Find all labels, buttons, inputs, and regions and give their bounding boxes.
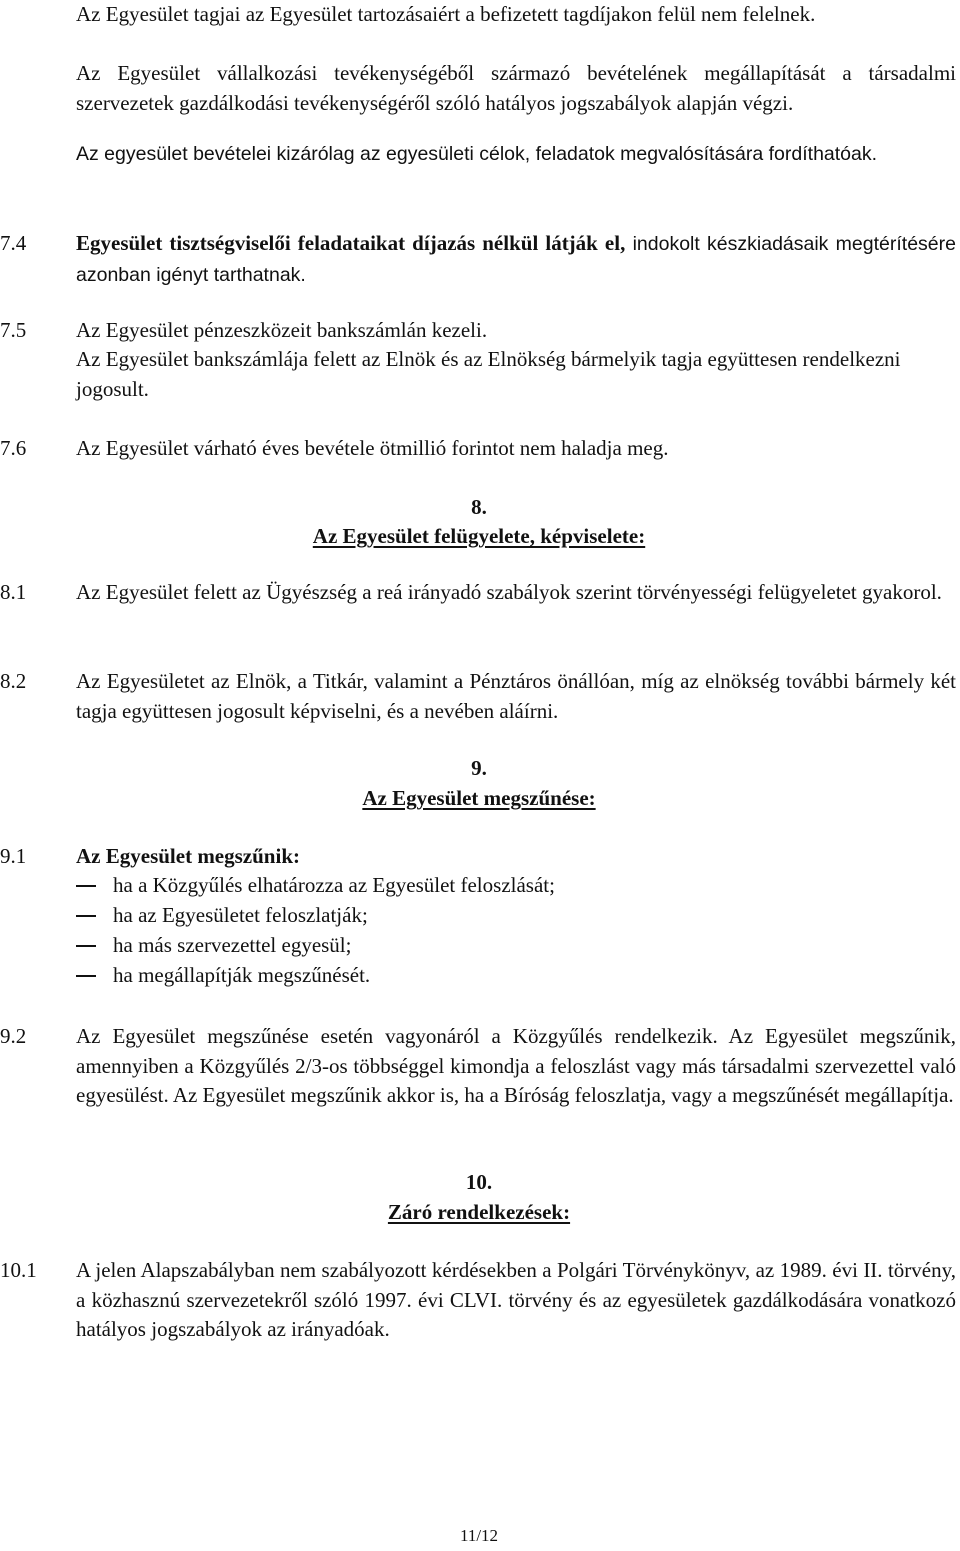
page-number: 11/12 [459, 1526, 499, 1545]
section-number: 7.4 [0, 231, 27, 255]
section-line-1: Az Egyesület pénzeszközeit bankszámlán kezeli. [76, 318, 488, 342]
section-text: Az Egyesület várható éves bevétele ötmillió forintot nem haladja meg. [76, 436, 669, 460]
section-number: 9.1 [0, 844, 27, 868]
heading-10-title: Záró rendelkezések: [387, 1200, 571, 1224]
section-number: 9.2 [0, 1024, 27, 1048]
section-number: 8.2 [0, 669, 27, 693]
dash-bullet-icon [76, 975, 96, 977]
section-text: Az Egyesületet az Elnök, a Titkár, valamint a Pénztáros önállóan, míg az elnökség további bármely két tagja együttesen jogosult képviselni, és a nevében aláírni. [76, 669, 956, 723]
heading-9-number: 9. [471, 756, 487, 780]
section-text: A jelen Alapszabályban nem szabályozott kérdésekben a Polgári Törvénykönyv, az 1989. évi II. törvény, a közhasznú szervezetekről szóló 1997. évi CLVI. törvény és az egyesületek gazdálkodására vonatkozó hatályos jogszabályok az irányadóak. [76, 1258, 956, 1341]
section-number: 7.5 [0, 318, 27, 342]
dash-bullet-icon [76, 885, 96, 887]
intro-paragraph-3: Az egyesület bevételei kizárólag az egyesületi célok, feladatok megvalósítására fordíthatóak. [76, 143, 878, 165]
section-text: Az Egyesület megszűnése esetén vagyonáról a Közgyűlés rendelkezik. Az Egyesület megszűnik, amennyiben a Közgyűlés 2/3-os többséggel kimondja a feloszlást vagy más társadalmi szervezettel való egyesülést. Az Egyesület megszűnik akkor is, ha a Bíróság feloszlatja, vagy a megszűnését megállapítja. [76, 1024, 956, 1107]
heading-9-title: Az Egyesület megszűnése: [362, 786, 596, 810]
heading-8-number: 8. [471, 495, 487, 519]
section-text: Az Egyesület felett az Ügyészség a reá irányadó szabályok szerint törvényességi felügyeletet gyakorol. [76, 580, 942, 604]
dash-bullet-icon [76, 945, 96, 947]
section-number: 10.1 [0, 1258, 37, 1282]
section-bold-text: Egyesület tisztségviselői feladataikat díjazás nélkül látják el, [76, 231, 626, 255]
section-line-2: Az Egyesület bankszámlája felett az Elnök és az Elnökség bármelyik tagja együttesen rendelkezni jogosult. [76, 347, 901, 401]
heading-8-title: Az Egyesület felügyelete, képviselete: [312, 524, 646, 548]
intro-paragraph-1: Az Egyesület tagjai az Egyesület tartozásaiért a befizetett tagdíjakon felül nem felelnek. [76, 2, 816, 26]
section-text [76, 229, 956, 290]
heading-10-number: 10. [465, 1170, 493, 1194]
list-item-text: ha megállapítják megszűnését. [113, 963, 371, 987]
section-number: 7.6 [0, 436, 27, 460]
section-rest-text: indokolt készkiadásaik megtérítésére azonban igényt tarthatnak. [76, 233, 956, 286]
section-title: Az Egyesület megszűnik: [76, 844, 300, 868]
list-item-text: ha más szervezettel egyesül; [113, 933, 352, 957]
intro-paragraph-2: Az Egyesület vállalkozási tevékenységéből származó bevételének megállapítását a társadalmi szervezetek gazdálkodási tevékenységéről szóló hatályos jogszabályok alapján végzi. [76, 61, 956, 115]
dash-bullet-icon [76, 915, 96, 917]
list-item-text: ha a Közgyűlés elhatározza az Egyesület feloszlását; [113, 873, 555, 897]
list-item-text: ha az Egyesületet feloszlatják; [113, 903, 368, 927]
section-number: 8.1 [0, 580, 27, 604]
